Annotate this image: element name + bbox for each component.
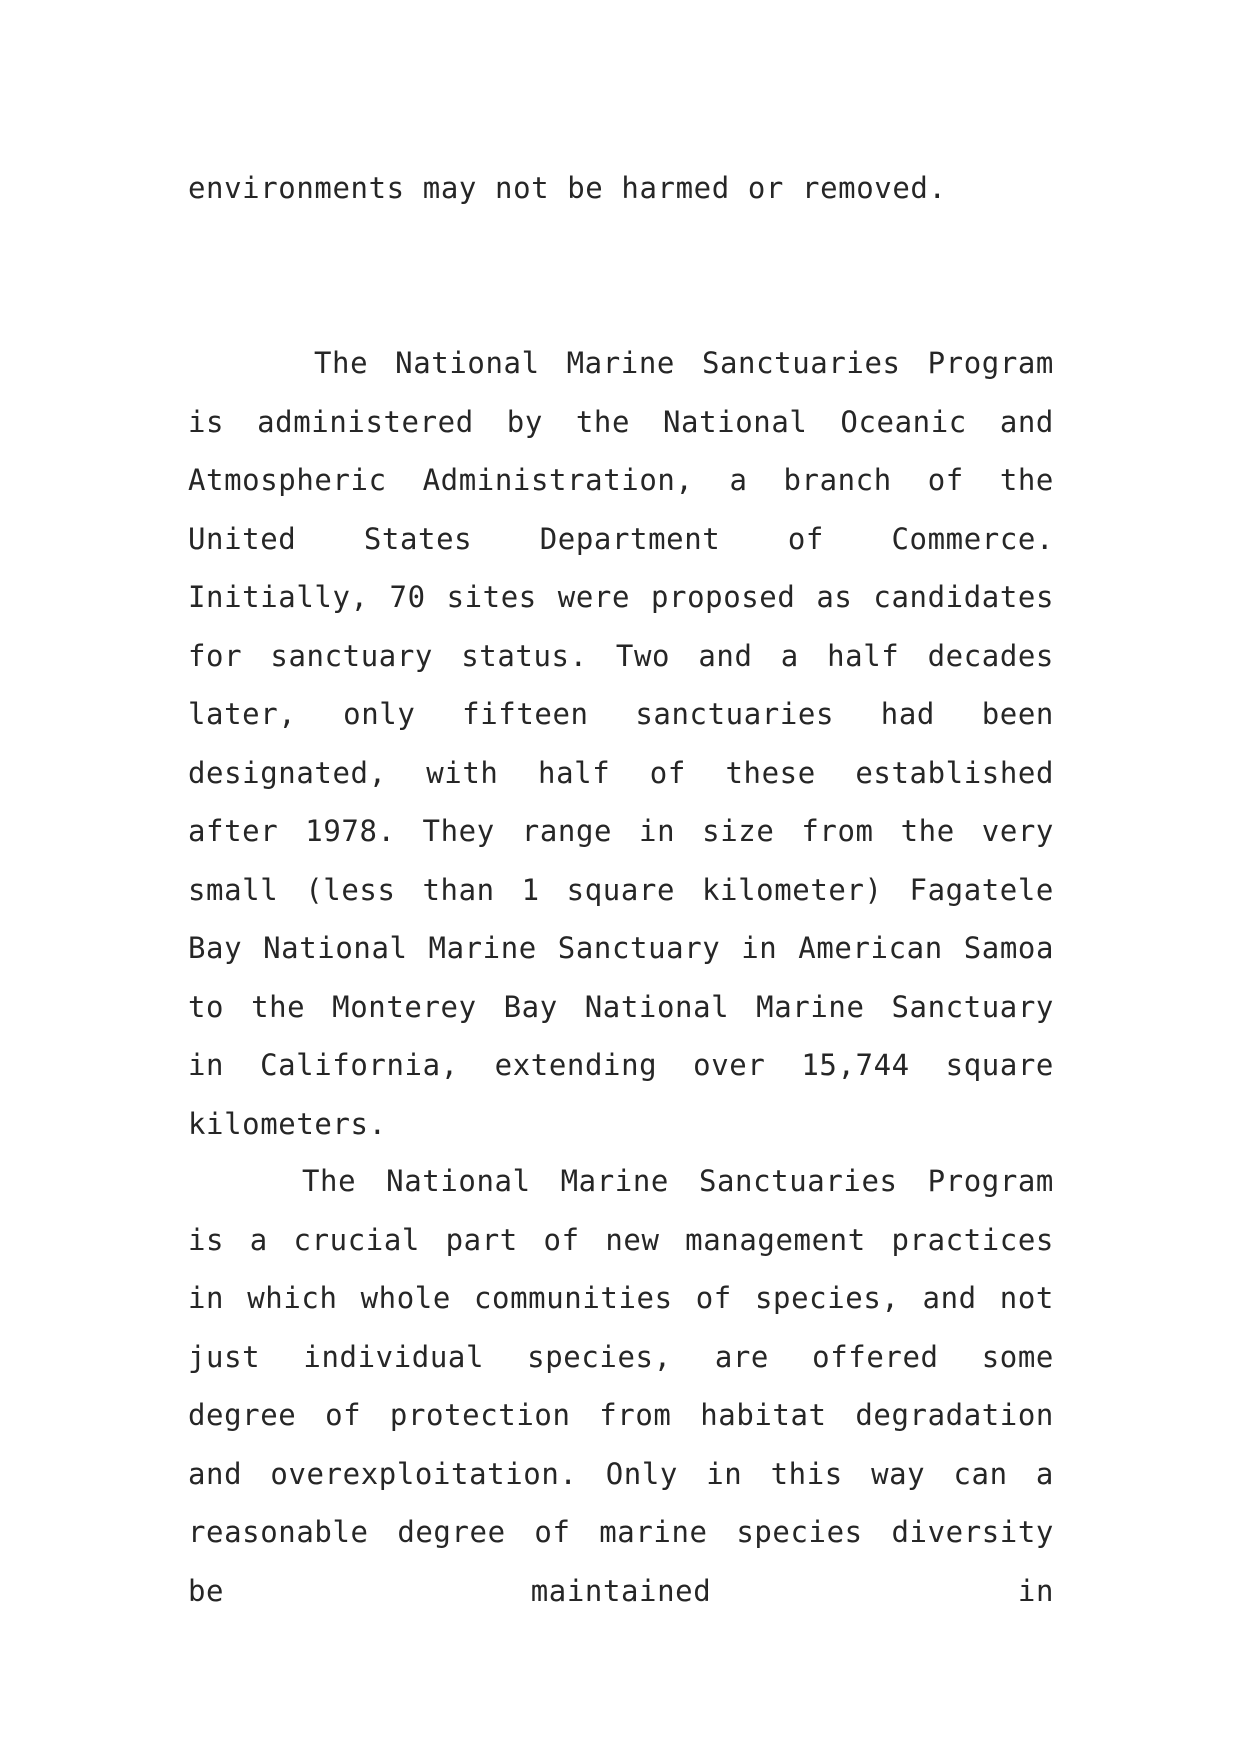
continuation-line: environments may not be harmed or removed. [188, 171, 947, 205]
paragraph-sanctuaries-program-management: The National Marine Sanctuaries Program is a crucial part of new management practices in which whole communities of species, and not just individual species, are offered some degree of protection from habitat degradation and overexploitation. Only in this way can a reasonable degree of marine species diversity be maintained in [188, 1164, 1054, 1608]
paragraph-sanctuaries-program-administration: The National Marine Sanctuaries Program is administered by the National Oceanic and Atmospheric Administration, a branch of the United States Department of Commerce. Initially, 70 sites were proposed as candidates for sanctuary status. Two and a half decades later, only fifteen sanctuaries had been designated, with half of these established after 1978. They range in size from the very small (less than 1 square kilometer) Fagatele Bay National Marine Sanctuary in American Samoa to the Monterey Bay National Marine Sanctuary in California, extending over 15,744 square kilometers. [188, 346, 1054, 1141]
